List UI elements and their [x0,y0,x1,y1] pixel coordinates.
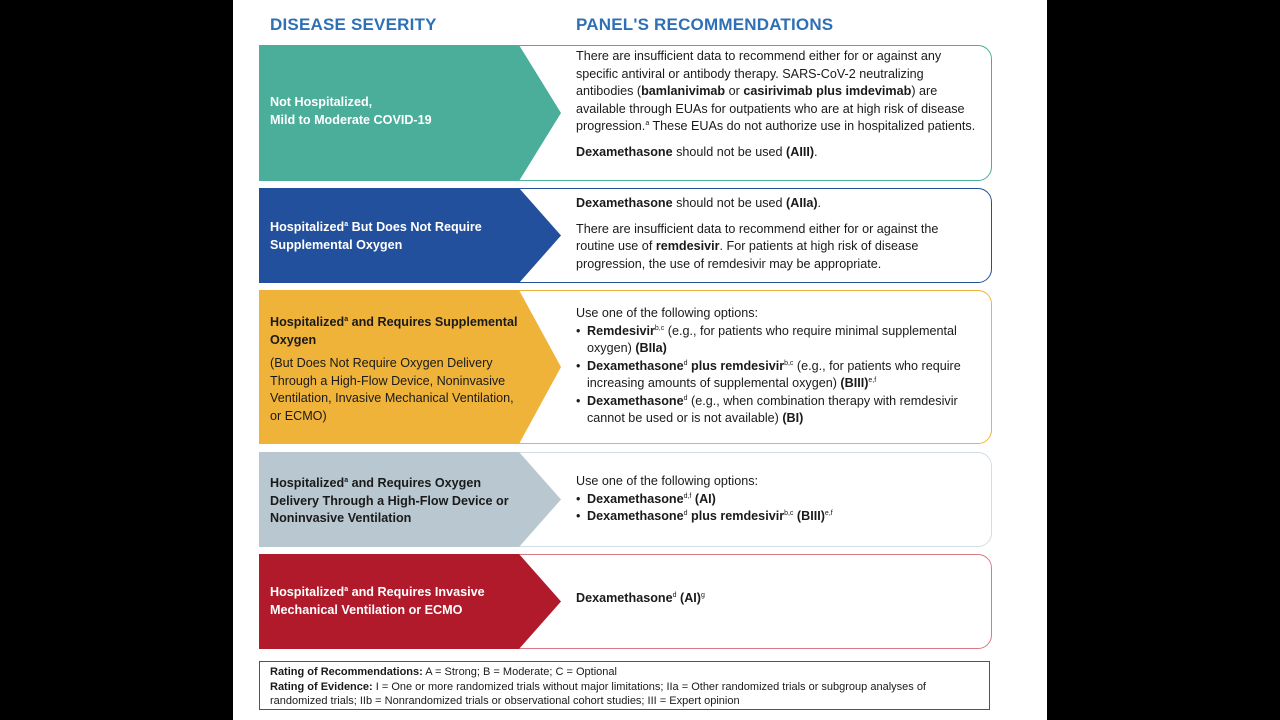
recommendation-text: Use one of the following options: • Remdesivir$^{b,c}$ (e.g., for patients who require minimal supplemental oxygen) (BIIa) • Dexamethasone$^d$ plus remdesivir$^{b,c}$ (e.g., for patients who require increasing amounts of supplemental oxygen) (BIII)$^{e,f}$ • Dexamethasone$^d$ (e.g., when combination therapy with remdesivir cannot be used or is not available) (BI) [576,305,976,428]
disease-severity-header: DISEASE SEVERITY [270,15,437,34]
severity-label: Hospitalized$^a$ and Requires Oxygen Delivery Through a High-Flow Device or Noninvasive Ventilation [270,476,509,526]
severity-row-not-hospitalized [259,45,992,181]
severity-label: Hospitalized$^a$ But Does Not Require Supplemental Oxygen [270,220,482,252]
severity-label: Hospitalized$^a$ and Requires Invasive Mechanical Ventilation or ECMO [270,585,485,617]
option-item: • Dexamethasone$^d$ plus remdesivir$^{b,c}$ (e.g., for patients who require increasing amounts of supplemental oxygen) (BIII)$^{e,f}$ [576,358,961,390]
severity-row-high-flow-oxygen [259,452,992,547]
severity-label: Hospitalized$^a$ and Requires Supplemental Oxygen (But Does Not Require Oxygen Delivery Through a High-Flow Device, Noninvasive Ventilation, Invasive Mechanical Ventilation, or ECMO) [270,311,520,425]
recommendations-header: PANEL'S RECOMMENDATIONS [576,15,834,34]
recommendation-text: Dexamethasone should not be used (AIIa). There are insufficient data to recommend either for or against the routine use of remdesivir. For patients at high risk of disease progression, the use of remdesivir may be appropriate. [576,196,939,271]
severity-row-hospitalized-no-oxygen [259,188,992,283]
severity-note: (But Does Not Require Oxygen Delivery Through a High-Flow Device, Noninvasive Ventilation, Invasive Mechanical Ventilation, or ECMO) [270,356,514,423]
rating-legend: Rating of Recommendations: A = Strong; B = Moderate; C = Optional Rating of Evidence: I = One or more randomized trials without major limitations; IIa = Other randomized trials or subgroup analyses of randomized trials; IIb = Nonrandomized trials or observational cohort studies; III = Expert opinion [259,661,990,710]
recommendation-text: There are insufficient data to recommend either for or against any specific antiviral or antibody therapy. SARS-CoV-2 neutralizing antibodies (bamlanivimab or casirivimab plus imdevimab) are available through EUAs for outpatients who are at high risk of disease progression.$^a$ These EUAs do not authorize use in hospitalized patients. Dexamethasone should not be used (AIII). [576,49,976,159]
severity-row-mechanical-ventilation [259,554,992,649]
recommendation-text: Dexamethasone$^d$ (AI)$^g$ [576,591,705,605]
severity-label: Not Hospitalized, Mild to Moderate COVID-19 [270,95,432,127]
option-item: • Dexamethasone$^d$ plus remdesivir$^{b,c}$ (BIII)$^{e,f}$ [576,509,833,523]
guideline-page [233,0,1047,720]
recommendation-text: Use one of the following options: • Dexamethasone$^{d,f}$ (AI) • Dexamethasone$^d$ plus remdesivir$^{b,c}$ (BIII)$^{e,f}$ [576,473,976,526]
option-item: • Remdesivir$^{b,c}$ (e.g., for patients who require minimal supplemental oxygen) (BIIa) [576,323,957,355]
option-item: • Dexamethasone$^d$ (e.g., when combination therapy with remdesivir cannot be used or is not available) (BI) [576,393,958,425]
option-item: • Dexamethasone$^{d,f}$ (AI) [576,491,716,506]
severity-row-hospitalized-supplemental-oxygen [259,290,992,444]
